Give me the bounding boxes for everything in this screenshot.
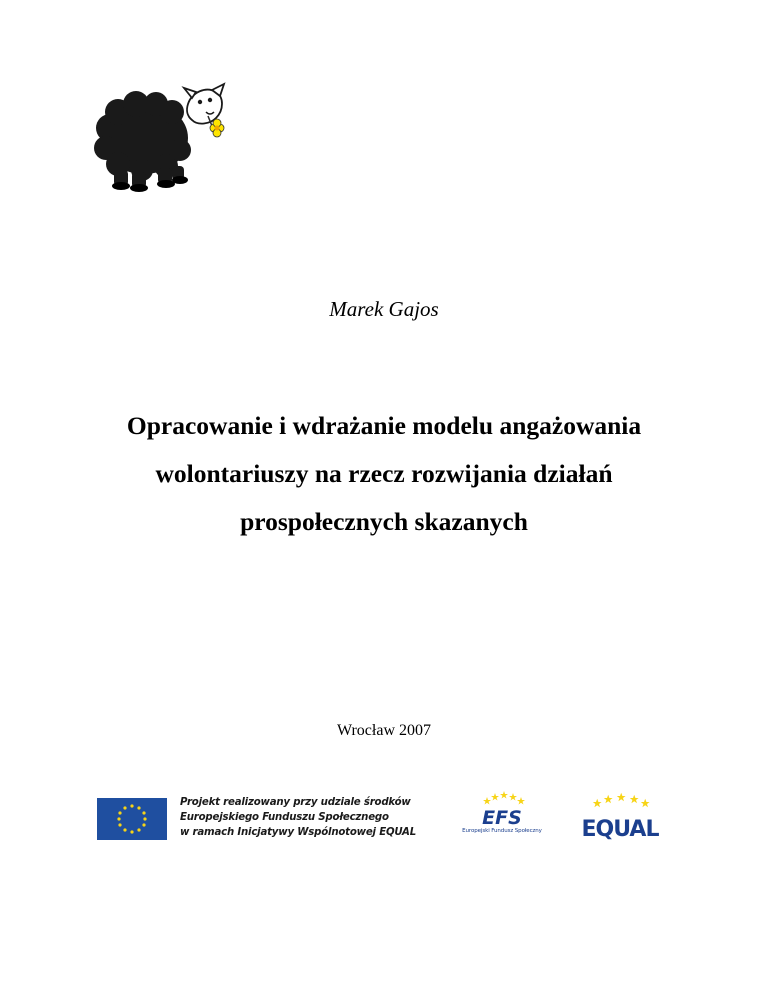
title-line-1: Opracowanie i wdrażanie modelu angażowania bbox=[126, 411, 642, 440]
document-title bbox=[40, 402, 728, 546]
title-line-3: prospołecznych skazanych bbox=[240, 507, 528, 536]
efs-caption: Europejski Fundusz Społeczny bbox=[462, 828, 542, 834]
efs-logo-text: EFS bbox=[482, 807, 522, 829]
place-and-year: Wrocław 2007 bbox=[337, 722, 431, 739]
project-note-line-1: Projekt realizowany przy udziale środków bbox=[180, 797, 411, 808]
project-funding-note bbox=[180, 795, 450, 840]
equal-logo-text: EQUAL bbox=[581, 817, 659, 842]
title-line-2: wolontariuszy na rzecz rozwijania działań bbox=[155, 459, 613, 488]
black-sheep-illustration bbox=[92, 76, 232, 192]
equal-logo bbox=[572, 792, 668, 842]
author-name: Marek Gajos bbox=[329, 297, 439, 321]
eu-flag-icon bbox=[97, 798, 167, 840]
efs-logo bbox=[452, 790, 552, 842]
project-note-line-3: w ramach Inicjatywy Wspólnotowej EQUAL bbox=[180, 827, 417, 838]
project-note-line-2: Europejskiego Funduszu Społecznego bbox=[180, 812, 389, 823]
